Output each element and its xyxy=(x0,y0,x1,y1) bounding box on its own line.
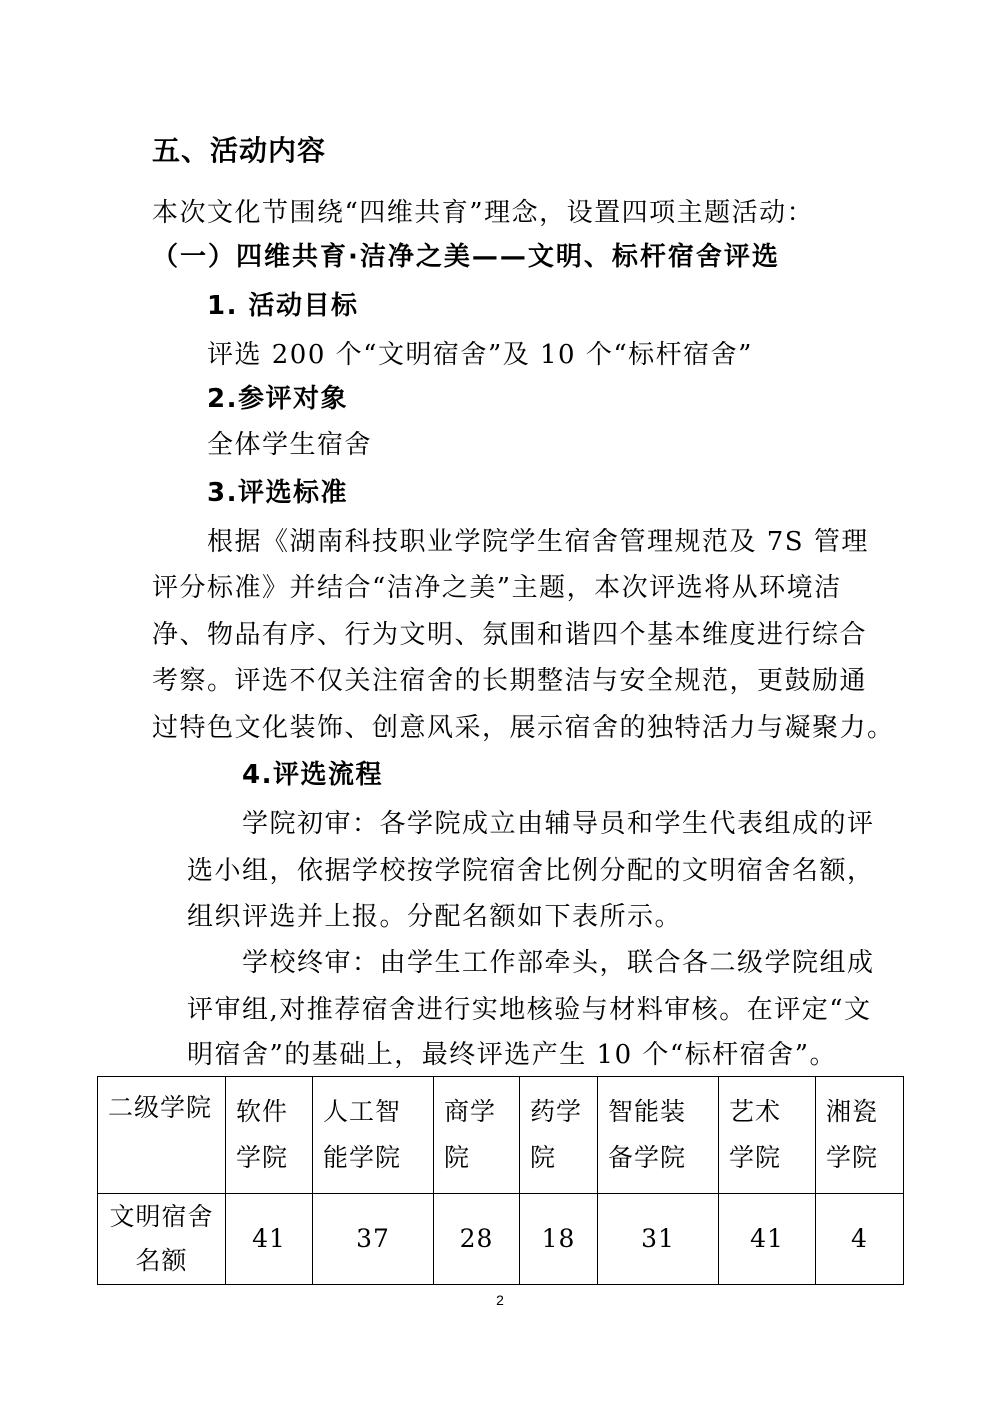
quota-table xyxy=(97,1076,904,1285)
college-header: 艺术 学院 xyxy=(719,1077,816,1194)
table-row xyxy=(98,1194,904,1285)
standard-line: 净、物品有序、行为文明、氛围和谐四个基本维度进行综合 xyxy=(152,620,868,650)
quota-cell: 18 xyxy=(520,1194,598,1285)
standard-line: 过特色文化装饰、创意风采，展示宿舍的独特活力与凝聚力。 xyxy=(152,713,895,743)
table-row-header: 二级学院 xyxy=(98,1077,226,1194)
standard-heading: 3.评选标准 xyxy=(207,478,348,508)
goal-heading: 1. 活动目标 xyxy=(207,291,359,321)
process-school-line: 评审组,对推荐宿舍进行实地核验与材料审核。在评定“文 xyxy=(187,995,872,1025)
college-header: 人工智 能学院 xyxy=(313,1077,434,1194)
subsection-title: （一）四维共育·洁净之美——文明、标杆宿舍评选 xyxy=(152,242,780,272)
process-heading: 4.评选流程 xyxy=(242,760,383,790)
goal-text: 评选 200 个“文明宿舍”及 10 个“标杆宿舍” xyxy=(207,340,753,370)
table-row-header: 文明宿舍 名额 xyxy=(98,1194,226,1285)
quota-cell: 41 xyxy=(719,1194,816,1285)
standard-line: 考察。评选不仅关注宿舍的长期整洁与安全规范，更鼓励通 xyxy=(152,666,868,696)
college-header: 软件 学院 xyxy=(226,1077,313,1194)
college-header: 商学 院 xyxy=(434,1077,520,1194)
quota-cell: 41 xyxy=(226,1194,313,1285)
target-heading: 2.参评对象 xyxy=(207,384,348,414)
standard-line: 根据《湖南科技职业学院学生宿舍管理规范及 7S 管理 xyxy=(207,527,869,557)
intro-paragraph: 本次文化节围绕“四维共育”理念，设置四项主题活动： xyxy=(152,198,815,228)
process-school-line: 明宿舍”的基础上，最终评选产生 10 个“标杆宿舍”。 xyxy=(187,1040,837,1070)
college-header: 湘瓷 学院 xyxy=(816,1077,904,1194)
process-college-line: 选小组，依据学校按学院宿舍比例分配的文明宿舍名额， xyxy=(187,856,875,886)
process-college-line: 组织评选并上报。分配名额如下表所示。 xyxy=(187,902,683,932)
target-text: 全体学生宿舍 xyxy=(207,430,373,460)
college-header: 智能装 备学院 xyxy=(598,1077,719,1194)
quota-cell: 4 xyxy=(816,1194,904,1285)
quota-cell: 31 xyxy=(598,1194,719,1285)
section-title: 五、活动内容 xyxy=(152,134,327,167)
process-school-line: 学校终审：由学生工作部牵头，联合各二级学院组成 xyxy=(242,948,875,978)
college-header: 药学 院 xyxy=(520,1077,598,1194)
quota-cell: 28 xyxy=(434,1194,520,1285)
process-college-line: 学院初审：各学院成立由辅导员和学生代表组成的评 xyxy=(242,809,875,839)
quota-cell: 37 xyxy=(313,1194,434,1285)
table-row xyxy=(98,1077,904,1194)
page-number: 2 xyxy=(496,1292,504,1308)
standard-line: 评分标准》并结合“洁净之美”主题，本次评选将从环境洁 xyxy=(152,573,842,603)
